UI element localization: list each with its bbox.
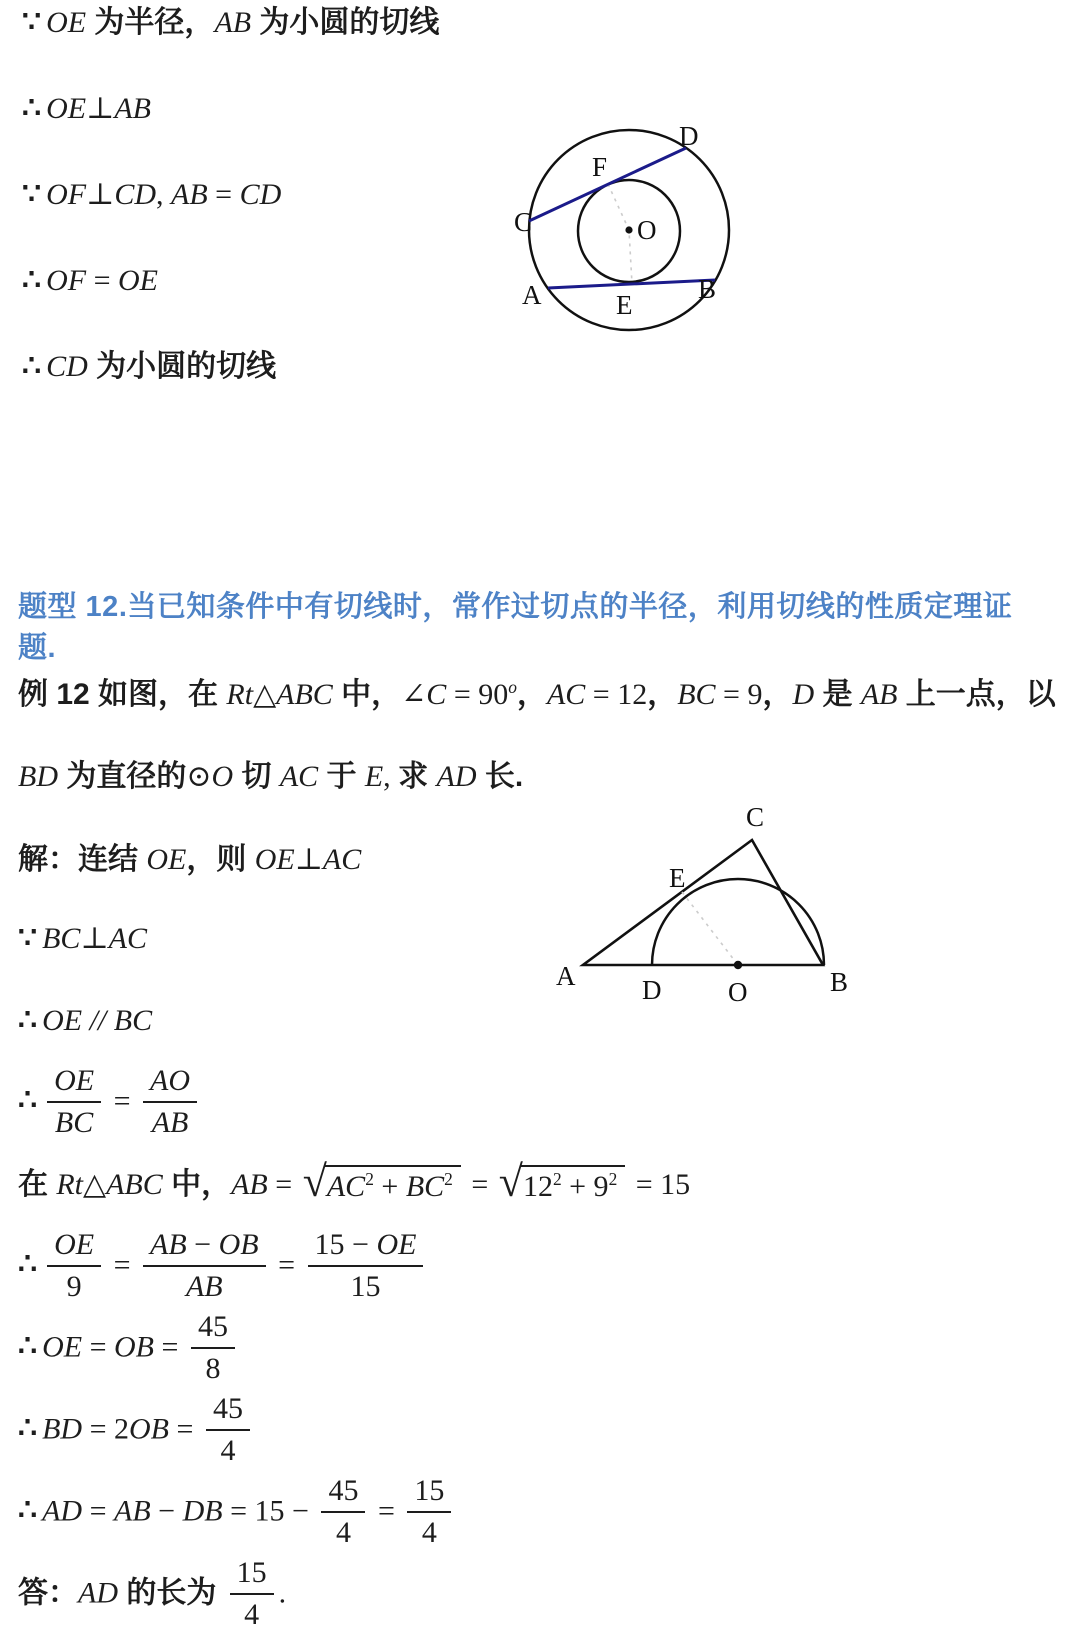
reason-mark: ∴ [18, 1003, 38, 1037]
text-run: = [154, 1329, 186, 1363]
text-run: CD [114, 178, 156, 211]
text-run: 是 [814, 678, 861, 711]
text-run: 45 [212, 1391, 243, 1425]
text-run: AC [108, 921, 147, 955]
text-run: AB [231, 1168, 268, 1202]
text-run: AD [42, 1493, 83, 1527]
math-line [18, 979, 778, 1061]
point-label-B: B [830, 967, 849, 997]
reason-mark: ∴ [18, 1411, 38, 1445]
text-run: BD [18, 760, 58, 793]
point-label-F: F [592, 152, 608, 182]
text-run: 15 [414, 1473, 445, 1507]
math-line [18, 1225, 778, 1307]
text-run: OE // BC [42, 1003, 153, 1037]
text-run: = 15 − [222, 1493, 317, 1527]
text-run: 在 [18, 1168, 57, 1202]
reason-mark: ∴ [22, 264, 42, 297]
text-run: − [150, 1493, 183, 1527]
reason-mark: ∴ [18, 1493, 38, 1527]
text-run: 45 [197, 1309, 228, 1343]
text-run: ABC [276, 678, 333, 711]
fraction [206, 1392, 250, 1469]
solution-steps [18, 815, 778, 1635]
text-run: OF [46, 264, 87, 297]
reason-mark: ∴ [22, 92, 42, 125]
point-label-E: E [616, 290, 633, 320]
text-run: AC [322, 843, 362, 876]
math-line-content [18, 760, 523, 793]
fraction [407, 1474, 451, 1551]
text-run: AO [150, 1063, 191, 1097]
text-run: = 90 [446, 678, 509, 711]
text-run: OF [46, 178, 87, 211]
text-run: AD [78, 1575, 118, 1609]
text-run: = [463, 1168, 496, 1202]
text-run: = [169, 1411, 201, 1445]
text-run: 切 [233, 760, 280, 793]
radius-dashed-lines [608, 184, 632, 284]
text-run: 15 [350, 1270, 381, 1303]
reason-mark: ∴ [22, 350, 42, 383]
text-run: AC [546, 678, 586, 711]
text-run: . [278, 1575, 287, 1609]
superscript: 2 [608, 1168, 618, 1189]
text-run: 4 [335, 1516, 351, 1549]
text-run: = 9 [715, 678, 763, 711]
text-run: C [426, 678, 447, 711]
example-statement [18, 664, 1058, 836]
reason-mark: ∴ [18, 1083, 38, 1117]
math-line-content [22, 178, 281, 211]
reason-mark: ∴ [18, 1247, 38, 1281]
math-line-content [18, 1064, 202, 1141]
point-label-E: E [669, 863, 686, 893]
text-run: ABC [106, 1168, 163, 1202]
text-run: ⊥ [86, 178, 115, 211]
reason-mark: ∵ [22, 6, 42, 39]
text-run: 为小圆的切线 [251, 6, 440, 39]
point-label-O: O [728, 977, 748, 1007]
text-run: = [267, 1168, 300, 1202]
reason-mark: ∵ [18, 921, 38, 955]
proof-section [22, 6, 439, 436]
text-run: E [364, 760, 384, 793]
concentric-circles-figure [488, 100, 760, 342]
text-run: OE [254, 843, 295, 876]
center-dot [625, 226, 632, 233]
text-run: ∠ [401, 678, 427, 711]
text-run: OE [146, 843, 187, 876]
math-line [18, 1553, 778, 1635]
fraction [321, 1474, 365, 1551]
text-run: 12 [522, 1169, 553, 1203]
math-line-content [22, 350, 276, 383]
text-run: = 12 [585, 678, 648, 711]
text-run: OE [118, 264, 159, 297]
text-run: OE [54, 1063, 95, 1097]
point-label-O: O [637, 215, 657, 245]
text-run: CD [46, 350, 88, 383]
text-run: AB [114, 92, 151, 125]
math-line [18, 1307, 778, 1389]
math-line-content [22, 6, 439, 39]
math-line-content [18, 834, 361, 878]
text-run: AB [151, 1106, 189, 1139]
text-run: 答： [18, 1575, 78, 1609]
text-run: OE [54, 1227, 95, 1261]
text-run: = [82, 1329, 115, 1363]
text-run: OE [46, 92, 87, 125]
text-run: = [370, 1493, 403, 1527]
math-line [18, 664, 1058, 718]
fraction [47, 1228, 101, 1305]
text-run: BC [54, 1106, 94, 1139]
text-run: OB [114, 1329, 155, 1363]
text-run: 4 [421, 1516, 437, 1549]
text-run: 45 [328, 1473, 359, 1507]
text-run: 的长为 [118, 1575, 225, 1609]
text-run: 4 [220, 1434, 236, 1467]
math-line-content [22, 264, 158, 297]
fraction [230, 1556, 274, 1633]
text-run: OE [376, 1227, 417, 1261]
text-run: + 9 [561, 1169, 609, 1203]
point-label-A: A [522, 280, 542, 310]
text-run: = [106, 1083, 139, 1117]
math-line-content [18, 678, 1056, 711]
text-run: 解：连结 [18, 843, 147, 876]
fraction [191, 1310, 235, 1387]
text-run: = 15 [628, 1168, 691, 1202]
text-run: 中， [162, 1168, 232, 1202]
text-run: = [207, 178, 240, 211]
text-run: CD [239, 178, 282, 211]
point-label-D: D [679, 121, 699, 151]
superscript: 2 [444, 1168, 453, 1189]
text-run: 于 [318, 760, 365, 793]
math-line [22, 178, 439, 212]
text-run: ，则 [186, 843, 255, 876]
text-run: DB [182, 1493, 223, 1527]
math-line-content [18, 1228, 428, 1305]
fraction [143, 1228, 266, 1305]
math-line-content [18, 1003, 152, 1038]
text-run: 为小圆的切线 [87, 350, 277, 383]
text-run: ⊥ [294, 843, 323, 876]
text-run: , [383, 760, 399, 793]
text-run: 例 12 [18, 678, 99, 711]
superscript: 2 [552, 1168, 562, 1189]
text-run: AB [150, 1227, 187, 1261]
point-label-A: A [556, 961, 576, 991]
topic-heading: 题型 12.当已知条件中有切线时，常作过切点的半径，利用切线的性质定理证题. [18, 591, 1013, 664]
text-run: = [82, 1493, 115, 1527]
math-line [22, 92, 439, 126]
text-run: AB [860, 678, 898, 711]
math-line [22, 264, 439, 298]
text-run: = [106, 1247, 139, 1281]
math-line [18, 754, 1058, 800]
text-run: Rt [56, 1168, 84, 1202]
superscript: o [508, 677, 517, 697]
text-run: 8 [205, 1352, 221, 1385]
text-run: ， [762, 678, 793, 711]
text-run: AD [436, 760, 477, 793]
text-run: + [373, 1169, 406, 1203]
text-run: 为半径， [86, 6, 215, 39]
point-label-C: C [746, 802, 765, 832]
text-run: O [211, 760, 234, 793]
text-run: 9 [66, 1270, 82, 1303]
reason-mark: ∴ [18, 1329, 38, 1363]
fraction [308, 1228, 424, 1305]
text-run: D [792, 678, 815, 711]
text-run: AB [214, 6, 252, 39]
square-root: √ $12^2 + 9^2$ [499, 1165, 625, 1209]
text-run: , [156, 178, 171, 211]
text-run: Rt [226, 678, 254, 711]
text-run: 15 − [314, 1227, 377, 1261]
text-run: AC [279, 760, 319, 793]
math-line [22, 6, 439, 40]
math-line-content [18, 1556, 286, 1633]
text-run: OB [129, 1411, 170, 1445]
text-run: OB [218, 1227, 259, 1261]
math-line [18, 1389, 778, 1471]
text-run: OE [46, 6, 87, 39]
chord-cd-line [529, 148, 686, 221]
math-line-content [18, 1156, 691, 1208]
text-run: ⊙ [186, 760, 212, 793]
math-line [18, 1143, 778, 1225]
text-run: ⊥ [80, 921, 109, 955]
math-line-content [18, 921, 147, 956]
fraction [47, 1064, 101, 1141]
point-label-B: B [698, 274, 717, 304]
text-run: 15 [236, 1555, 267, 1589]
math-line-content [22, 92, 151, 125]
math-line-content [18, 1392, 255, 1469]
text-run: 求 [398, 760, 437, 793]
text-run: △ [253, 678, 277, 711]
math-line-content [18, 1474, 456, 1551]
text-run: BC [405, 1169, 445, 1203]
text-run: − [186, 1227, 219, 1261]
square-root: √ $AC^2 + BC^2$ [303, 1165, 461, 1209]
text-run: = 2 [82, 1411, 130, 1445]
math-line [22, 350, 439, 384]
text-run: = [86, 264, 119, 297]
text-run: 如图，在 [98, 678, 227, 711]
text-run: ， [516, 678, 547, 711]
math-line-content [18, 1310, 240, 1387]
superscript: 2 [365, 1168, 374, 1189]
fraction [143, 1064, 197, 1141]
math-line [18, 1471, 778, 1553]
text-run: 上一点，以 [897, 678, 1056, 711]
math-line [18, 1061, 778, 1143]
text-run: AC [326, 1169, 366, 1203]
point-label-D: D [642, 975, 662, 1005]
text-run: 4 [244, 1598, 260, 1631]
math-line [18, 897, 778, 979]
text-run: 中， [332, 678, 402, 711]
text-run: ， [647, 678, 678, 711]
reason-mark: ∵ [22, 178, 42, 211]
text-run: OE [42, 1329, 83, 1363]
text-run: ⊥ [86, 92, 115, 125]
text-run: AB [171, 178, 208, 211]
text-run: AB [114, 1493, 151, 1527]
text-run: 为直径的 [58, 760, 187, 793]
text-run: △ [83, 1168, 107, 1202]
text-run: BD [42, 1411, 83, 1445]
text-run: BC [677, 678, 716, 711]
text-run: AB [185, 1270, 223, 1303]
text-run: = [270, 1247, 303, 1281]
text-run: 长. [476, 760, 524, 793]
point-label-C: C [514, 207, 533, 237]
math-line [18, 815, 778, 897]
text-run: BC [42, 921, 81, 955]
